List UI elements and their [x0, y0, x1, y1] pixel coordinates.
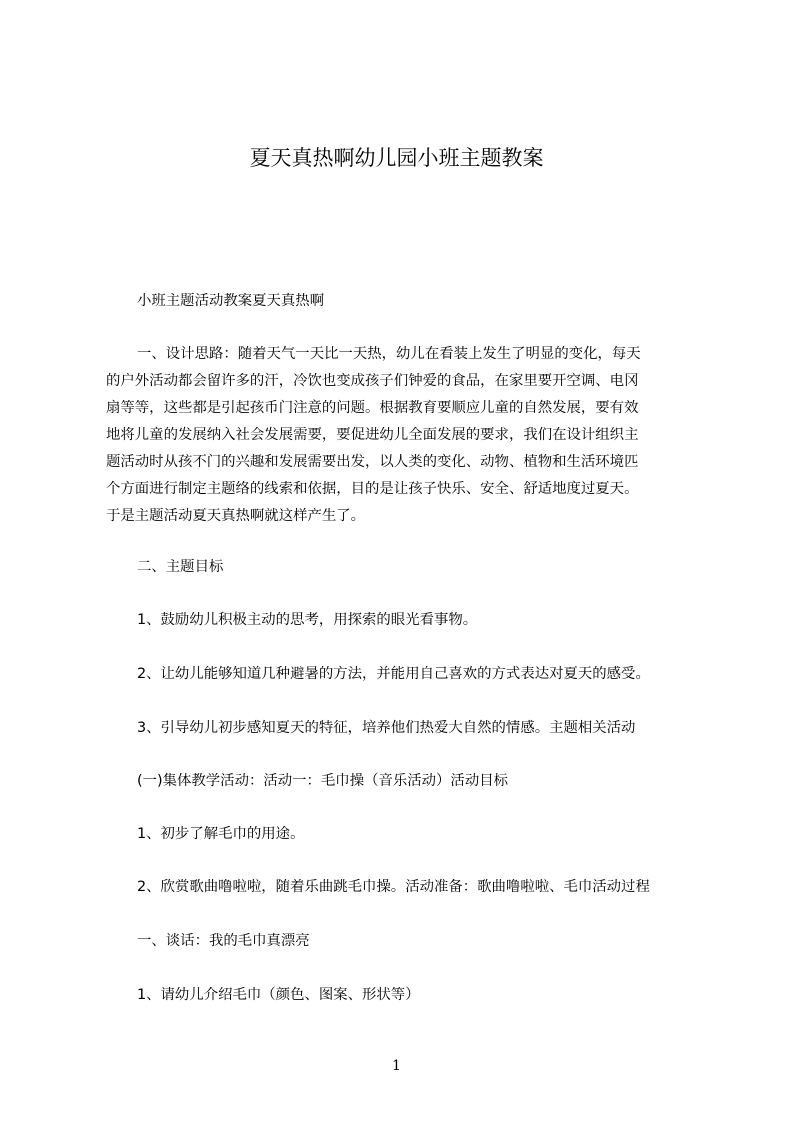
activity-goal-item: 1、初步了解毛巾的用途。: [137, 826, 305, 842]
paragraph-line: 个方面进行制定主题络的线索和依据，目的是让孩子快乐、安全、舒适地度过夏天。: [106, 481, 639, 497]
paragraph-line: 扇等等，这些都是引起孩币门注意的问题。根据教育要顺应儿童的自然发展，要有效: [106, 400, 639, 416]
goal-item: 2、让幼儿能够知道几种避暑的方法，并能用自己喜欢的方式表达对夏天的感受。: [137, 666, 650, 682]
paragraph-line: 的户外活动都会留许多的汗，冷饮也变成孩子们钟爱的食品，在家里要开空调、电冈: [106, 373, 639, 389]
paragraph-line: 一、设计思路：随着天气一天比一天热，幼儿在看装上发生了明显的变化，每天: [137, 346, 641, 362]
page-number: 1: [392, 1058, 401, 1074]
activity-heading: (一)集体教学活动：活动一：毛巾操（音乐活动）活动目标: [137, 773, 508, 789]
section-subtitle: 小班主题活动教案夏天真热啊: [137, 293, 325, 309]
goal-item: 3、引导幼儿初步感知夏天的特征，培养他们热爱大自然的情感。主题相关活动: [137, 720, 636, 736]
activity-goal-item: 2、欣赏歌曲噜啦啦，随着乐曲跳毛巾操。活动准备：歌曲噜啦啦、毛巾活动过程: [137, 879, 650, 895]
paragraph-line: 题活动时从孩不门的兴趣和发展需要出发，以人类的变化、动物、植物和生活环境匹: [106, 454, 639, 470]
talk-heading: 一、谈话：我的毛巾真漂亮: [137, 933, 310, 949]
paragraph-line: 地将儿童的发展纳入社会发展需要，要促进幼儿全面发展的要求，我们在设计组织主: [106, 427, 639, 443]
document-title: 夏天真热啊幼儿园小班主题教案: [249, 146, 544, 170]
talk-step: 1、请幼儿介绍毛巾（颜色、图案、形状等）: [137, 987, 420, 1003]
goals-heading: 二、主题目标: [137, 559, 224, 575]
goal-item: 1、鼓励幼儿积极主动的思考，用探索的眼光看事物。: [137, 612, 478, 628]
paragraph-line: 于是主题活动夏天真热啊就这样产生了。: [106, 508, 366, 524]
